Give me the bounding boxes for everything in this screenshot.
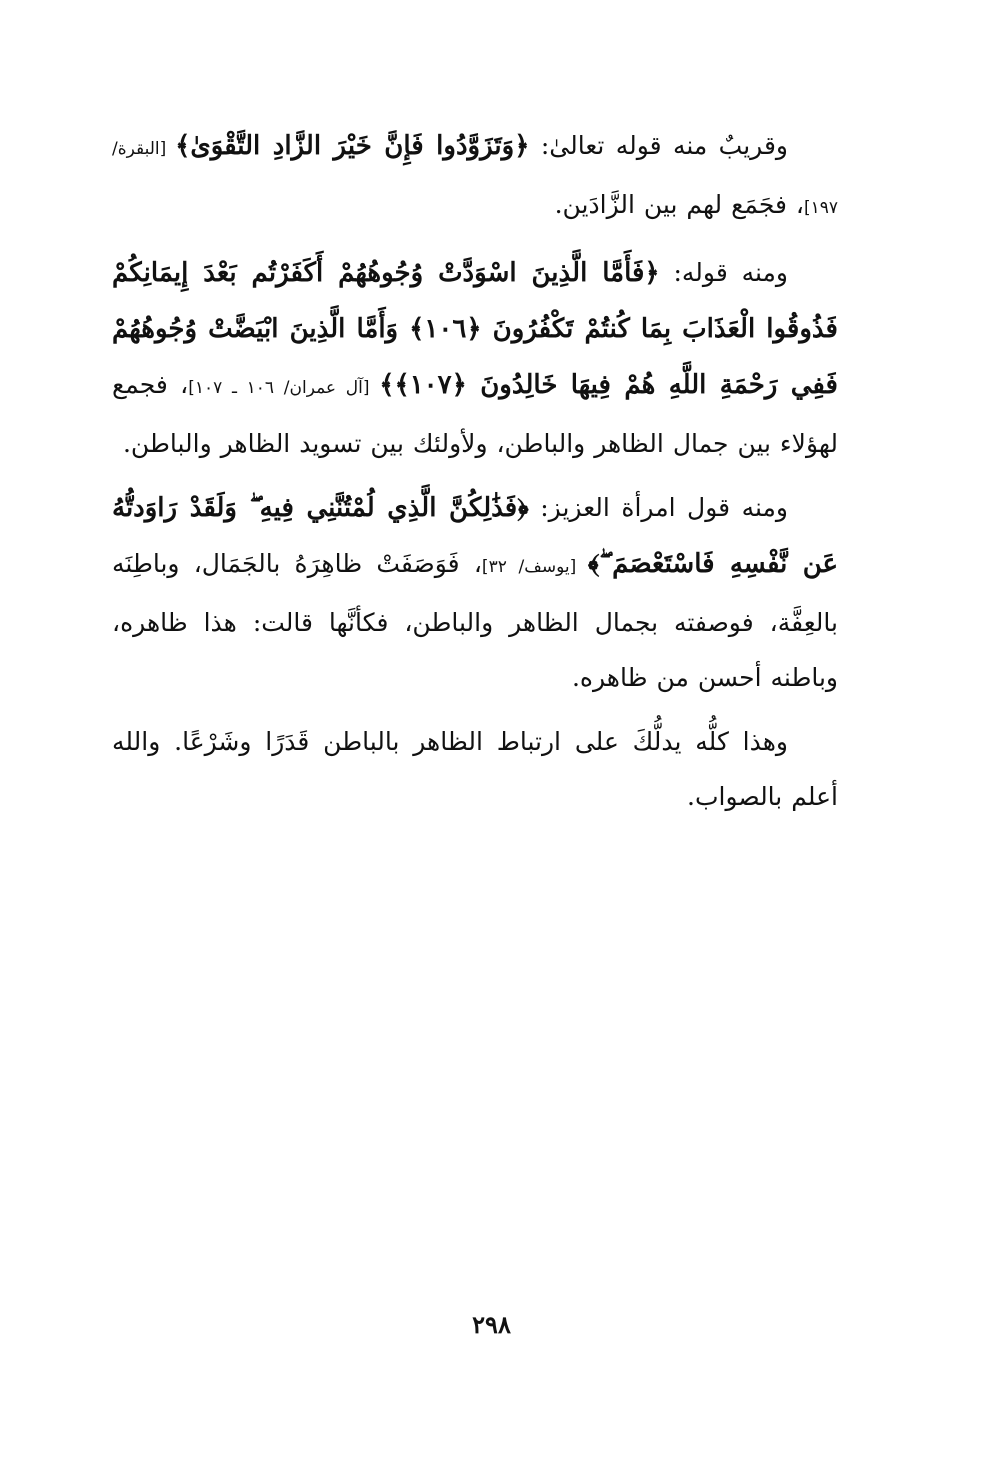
page-body bbox=[112, 118, 838, 833]
quran-verse: ﴿فَذَٰلِكُنَّ الَّذِي لُمْتُنَّنِي فِيهِ ۖ وَلَقَدْ رَاوَدتُّهُ عَن نَّفْسِهِ فَاسْتَعْصَمَ ۖ﴾ bbox=[112, 493, 839, 579]
paragraph-tail: ، فجمع لهؤلاء بين جمال الظاهر والباطن، ولأولئك بين تسويد الظاهر والباطن. bbox=[112, 370, 838, 458]
paragraph-lead: ومنه قول امرأة العزيز: bbox=[528, 493, 789, 522]
page-number: ٢٩٨ bbox=[472, 1310, 511, 1339]
quran-verse: ﴿فَأَمَّا الَّذِينَ اسْوَدَّتْ وُجُوهُهُمْ أَكَفَرْتُم بَعْدَ إِيمَانِكُمْ فَذُوقُوا الْعَذَابَ بِمَا كُنتُمْ تَكْفُرُونَ ﴿١٠٦﴾ وَأَمَّا الَّذِينَ ابْيَضَّتْ وُجُوهُهُمْ فَفِي رَحْمَةِ اللَّهِ هُمْ فِيهَا خَالِدُونَ ﴿١٠٧﴾﴾ bbox=[112, 258, 838, 400]
verse-reference: [آل عمران/ ١٠٦ ـ ١٠٧] bbox=[188, 378, 380, 398]
paragraph-tail: ، فجَمَع لهم بين الزَّادَين. bbox=[554, 190, 804, 219]
paragraph-zad bbox=[112, 118, 838, 236]
paragraph-lead: وقريبٌ منه قوله تعالىٰ: bbox=[529, 131, 788, 160]
verse-reference: [يوسف/ ٣٢] bbox=[481, 557, 588, 577]
verse-reference: [البقرة/ ١٩٧] bbox=[112, 139, 838, 218]
paragraph-faces bbox=[112, 245, 838, 471]
quran-verse: ﴿وَتَزَوَّدُوا فَإِنَّ خَيْرَ الزَّادِ التَّقْوَىٰ﴾ bbox=[175, 131, 530, 161]
paragraph-lead: وهذا كلُّه يدلُّكَ على ارتباط الظاهر بالباطن قَدَرًا وشَرْعًا. والله أعلم بالصواب. bbox=[112, 727, 838, 811]
paragraph-conclusion bbox=[112, 714, 838, 824]
paragraph-tail: ، فَوَصَفَتْ ظاهِرَهُ بالجَمَال، وباطِنَه بالعِفَّة، فوصفته بجمال الظاهر والباطن، فكأنَّها قالت: هذا ظاهره، وباطنه أحسن من ظاهره. bbox=[112, 549, 838, 692]
paragraph-aziz bbox=[112, 480, 838, 705]
paragraph-lead: ومنه قوله: bbox=[659, 258, 788, 287]
